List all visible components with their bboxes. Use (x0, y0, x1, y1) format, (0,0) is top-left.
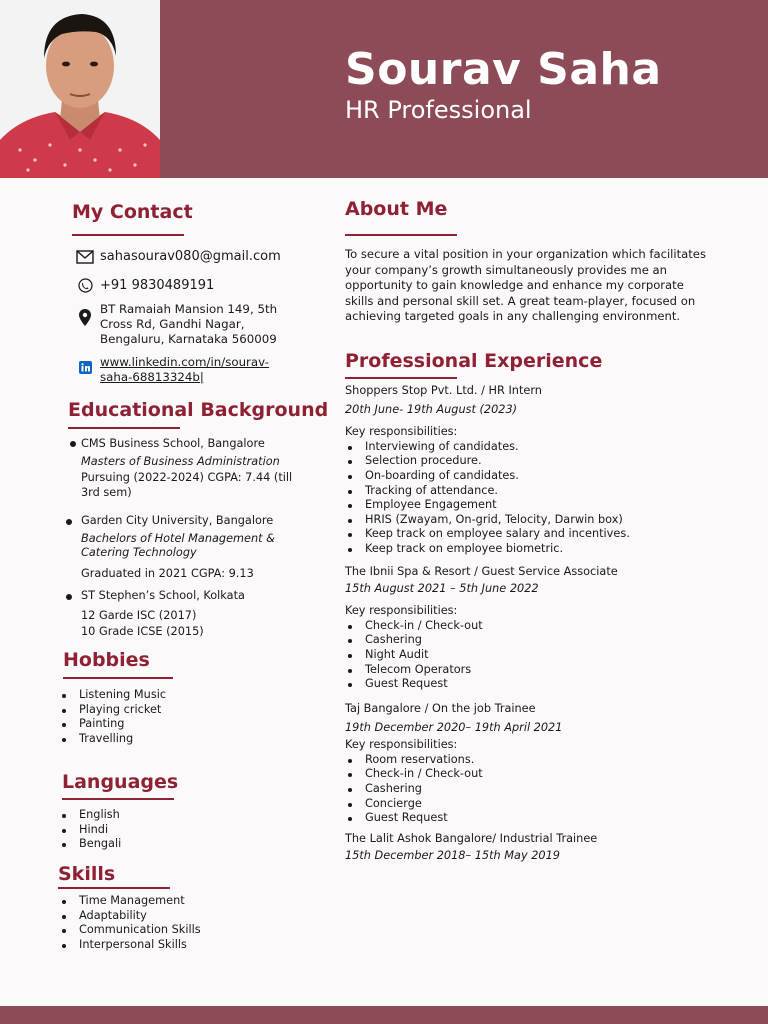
list-item: Interpersonal Skills (59, 938, 201, 953)
school-name: CMS Business School, Bangalore (81, 437, 265, 450)
job-dates: 20th June- 19th August (2023) (345, 402, 518, 416)
languages-heading: Languages (62, 771, 179, 793)
responsibilities-list (345, 619, 745, 692)
responsibilities-label: Key responsibilities: (345, 425, 458, 439)
job-entry (345, 565, 745, 692)
address-line: Bengaluru, Karnataka 560009 (100, 332, 277, 346)
list-item: Check-in / Check-out (345, 767, 745, 782)
linkedin-line: saha-68813324b| (100, 370, 204, 384)
about-text: To secure a vital position in your organization which facilitates your company’s growth simultaneously provides me an opportunity to gain knowledge and enhance my corporate skills and personal skill set. A great team-player, focused on achieving targeted goals in any challenging environment. (345, 247, 706, 323)
job-dates: 15th December 2018– 15th May 2019 (345, 848, 560, 862)
linkedin-link[interactable] (100, 355, 269, 385)
candidate-title: HR Professional (345, 96, 532, 124)
list-item: Tracking of attendance. (345, 484, 745, 499)
phone-text: +91 9830489191 (100, 278, 215, 293)
school-name: ST Stephen’s School, Kolkata (81, 589, 245, 602)
education-entry (81, 589, 301, 640)
languages-list (59, 808, 121, 852)
job-dates: 19th December 2020– 19th April 2021 (345, 720, 563, 734)
education-detail: Pursuing (2022-2024) CGPA: 7.44 (till 3rd sem) (81, 471, 293, 499)
list-item: Room reservations. (345, 753, 745, 768)
contact-linkedin[interactable] (76, 355, 269, 385)
responsibilities-list (345, 753, 745, 826)
contact-email[interactable] (76, 249, 281, 264)
education-detail: 10 Grade ICSE (2015) (81, 625, 204, 639)
profile-photo (0, 0, 160, 178)
education-heading: Educational Background (68, 399, 329, 421)
list-item: Selection procedure. (345, 454, 745, 469)
contact-phone[interactable] (76, 278, 214, 293)
responsibilities-label: Key responsibilities: (345, 604, 458, 618)
list-item: English (59, 808, 121, 823)
list-item: Keep track on employee salary and incentives. (345, 527, 745, 542)
list-item: Interviewing of candidates. (345, 440, 745, 455)
list-item: Adaptability (59, 909, 201, 924)
job-role: The Ibnii Spa & Resort / Guest Service Associate (345, 565, 618, 578)
responsibilities-list (345, 440, 745, 557)
contact-rule (72, 234, 184, 236)
experience-heading: Professional Experience (345, 350, 603, 372)
skills-list (59, 894, 201, 952)
person-photo-icon (0, 0, 160, 178)
list-item: Hindi (59, 823, 121, 838)
school-name: Garden City University, Bangalore (81, 514, 274, 527)
about-heading: About Me (345, 198, 448, 220)
hobbies-rule (63, 677, 173, 679)
list-item: Travelling (59, 732, 166, 747)
hobbies-heading: Hobbies (63, 649, 150, 671)
bullet-dot (66, 594, 72, 600)
degree-name: Masters of Business Administration (81, 454, 280, 468)
list-item: Telecom Operators (345, 663, 745, 678)
list-item: Cashering (345, 633, 745, 648)
contact-address (76, 302, 277, 347)
address-line: Cross Rd, Gandhi Nagar, (100, 317, 245, 331)
education-entry (81, 514, 291, 581)
list-item: HRIS (Zwayam, On-grid, Telocity, Darwin box) (345, 513, 745, 528)
job-entry (345, 384, 745, 557)
list-item: Guest Request (345, 677, 745, 692)
job-dates: 15th August 2021 – 5th June 2022 (345, 581, 539, 595)
education-rule (68, 427, 180, 429)
list-item: Time Management (59, 894, 201, 909)
about-rule (345, 234, 457, 236)
linkedin-line: www.linkedin.com/in/sourav- (100, 355, 270, 369)
phone-icon (76, 278, 94, 293)
contact-heading: My Contact (72, 201, 193, 223)
experience-rule (345, 377, 457, 379)
list-item: Night Audit (345, 648, 745, 663)
candidate-name: Sourav Saha (345, 44, 662, 95)
list-item: Painting (59, 717, 166, 732)
list-item: Listening Music (59, 688, 166, 703)
email-text: sahasourav080@gmail.com (100, 249, 281, 264)
job-role: Shoppers Stop Pvt. Ltd. / HR Intern (345, 384, 542, 397)
education-detail: Graduated in 2021 CGPA: 9.13 (81, 566, 254, 580)
address-line: BT Ramaiah Mansion 149, 5th (100, 302, 278, 316)
hobbies-list (59, 688, 166, 746)
job-entry (345, 832, 745, 863)
list-item: Cashering (345, 782, 745, 797)
list-item: Communication Skills (59, 923, 201, 938)
job-entry (345, 702, 745, 826)
list-item: Employee Engagement (345, 498, 745, 513)
bullet-dot (66, 519, 72, 525)
list-item: Check-in / Check-out (345, 619, 745, 634)
footer-bar (0, 1006, 768, 1024)
degree-name: Bachelors of Hotel Management & Catering Technology (81, 531, 275, 560)
education-entry (81, 437, 301, 500)
list-item: Guest Request (345, 811, 745, 826)
address-text (100, 302, 277, 347)
job-role: The Lalit Ashok Bangalore/ Industrial Trainee (345, 832, 598, 845)
skills-rule (58, 887, 170, 889)
responsibilities-label: Key responsibilities: (345, 738, 458, 752)
list-item: Keep track on employee biometric. (345, 542, 745, 557)
skills-heading: Skills (58, 863, 116, 885)
education-detail: 12 Garde ISC (2017) (81, 608, 197, 622)
list-item: Bengali (59, 837, 121, 852)
linkedin-icon (76, 360, 94, 375)
location-pin-icon (76, 310, 94, 325)
languages-rule (62, 798, 174, 800)
job-role: Taj Bangalore / On the job Trainee (345, 702, 536, 715)
list-item: Playing cricket (59, 703, 166, 718)
bullet-dot (70, 441, 76, 447)
list-item: Concierge (345, 797, 745, 812)
list-item: On-boarding of candidates. (345, 469, 745, 484)
envelope-icon (76, 249, 94, 264)
